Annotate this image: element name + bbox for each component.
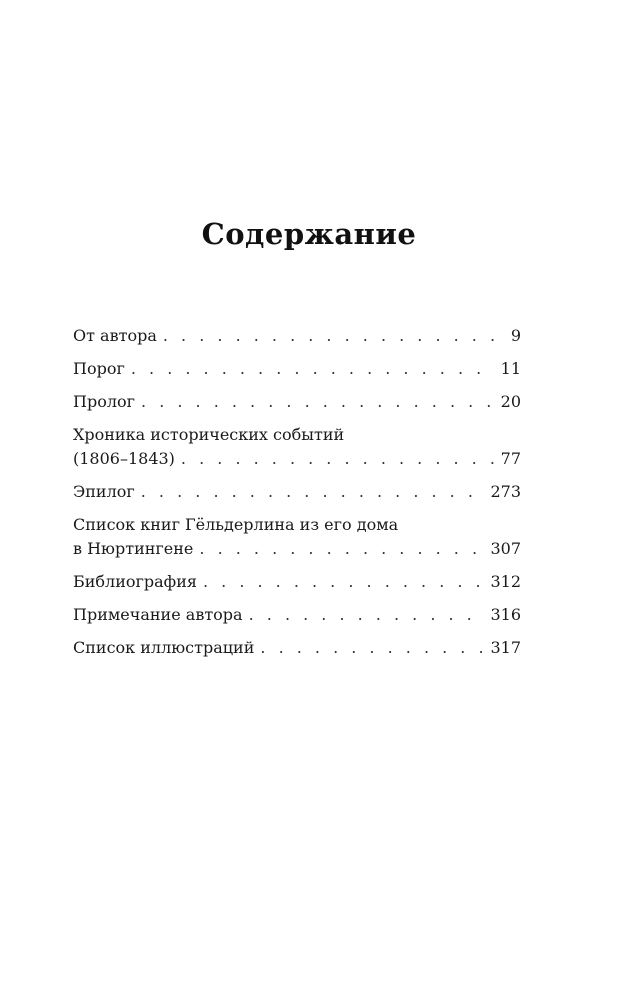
toc-entry-title: Пролог bbox=[73, 392, 136, 411]
toc-entry[interactable] bbox=[73, 603, 521, 627]
toc-entry-page-number: 312 bbox=[490, 572, 521, 591]
toc-entry[interactable] bbox=[73, 636, 521, 660]
dot-leader bbox=[181, 447, 495, 471]
toc-entry[interactable] bbox=[73, 324, 521, 348]
toc-entry[interactable] bbox=[73, 423, 521, 471]
dot-leader bbox=[163, 324, 505, 348]
toc-entry-page-number: 307 bbox=[490, 539, 521, 558]
toc-entry-page-number: 273 bbox=[490, 482, 521, 501]
toc-entry[interactable] bbox=[73, 480, 521, 504]
toc-entry-page-number: 317 bbox=[490, 638, 521, 657]
toc-entry-title: От автора bbox=[73, 326, 157, 345]
page-title: Содержание bbox=[201, 217, 417, 251]
toc-entry-page-number: 316 bbox=[490, 605, 521, 624]
toc-entry-title: Список иллюстраций bbox=[73, 638, 255, 657]
dot-leader bbox=[131, 357, 495, 381]
toc-entry-title: Библиография bbox=[73, 572, 197, 591]
toc-entry[interactable] bbox=[73, 513, 521, 561]
toc-entry[interactable] bbox=[73, 357, 521, 381]
table-of-contents bbox=[73, 324, 521, 669]
toc-entry-page-number: 20 bbox=[500, 392, 521, 411]
toc-entry-title: Примечание автора bbox=[73, 605, 243, 624]
dot-leader bbox=[203, 570, 484, 594]
toc-entry[interactable] bbox=[73, 570, 521, 594]
toc-entry-page-number: 77 bbox=[500, 449, 521, 468]
dot-leader bbox=[199, 537, 484, 561]
toc-entry-title: Список книг Гёльдерлина из его дома bbox=[73, 515, 399, 534]
toc-entry-title: Порог bbox=[73, 359, 125, 378]
toc-entry-title-continued: в Нюртингене bbox=[73, 539, 194, 558]
toc-entry-title-continued: (1806–1843) bbox=[73, 449, 175, 468]
dot-leader bbox=[260, 636, 484, 660]
toc-entry-page-number: 9 bbox=[510, 326, 521, 345]
toc-entry-title: Эпилог bbox=[73, 482, 135, 501]
dot-leader bbox=[141, 390, 495, 414]
toc-entry[interactable] bbox=[73, 390, 521, 414]
dot-leader bbox=[249, 603, 485, 627]
dot-leader bbox=[141, 480, 485, 504]
toc-entry-page-number: 11 bbox=[500, 359, 521, 378]
toc-entry-title: Хроника исторических событий bbox=[73, 425, 345, 444]
